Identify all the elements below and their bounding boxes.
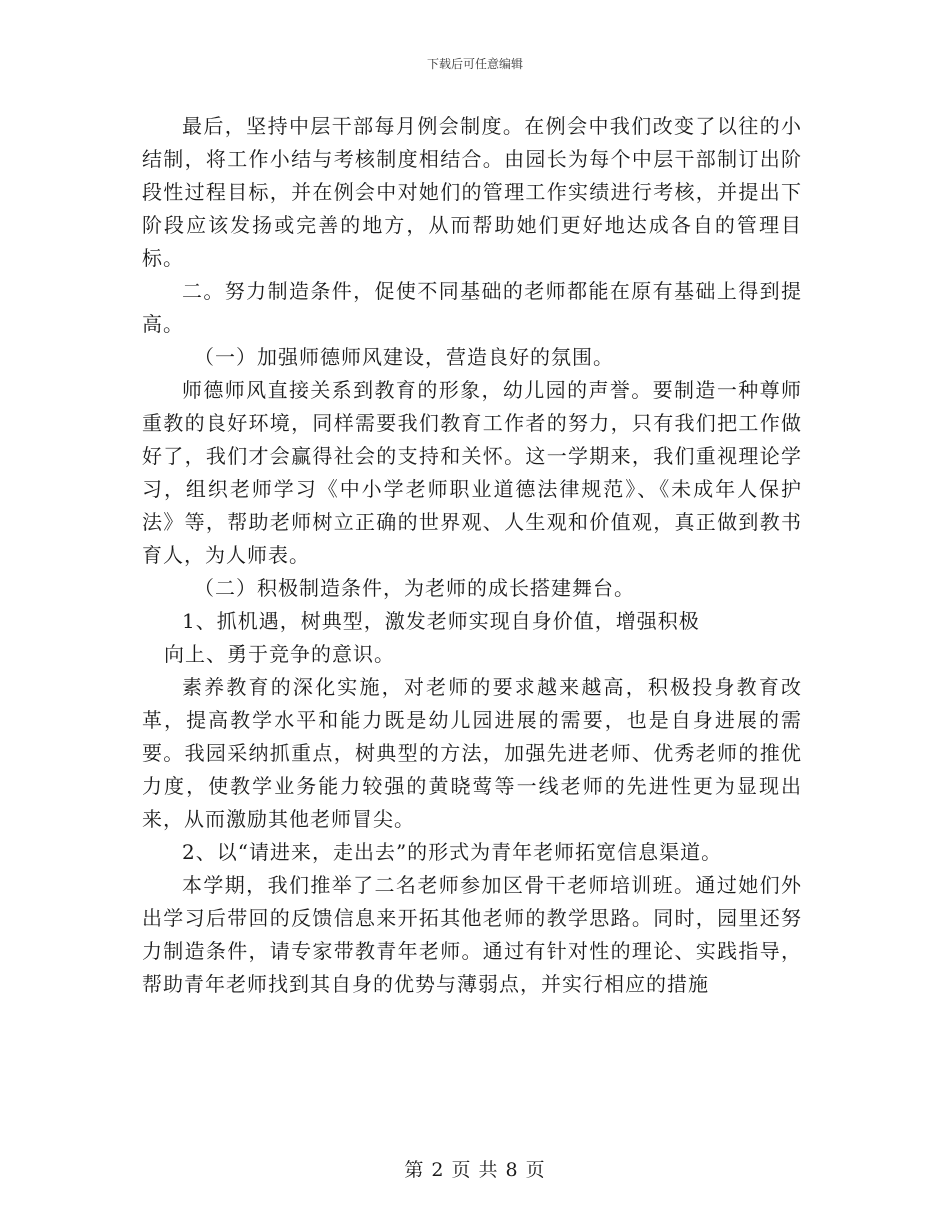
section-heading-two: 二。努力制造条件，促使不同基础的老师都能在原有基础上得到提高。 — [142, 279, 802, 336]
paragraph-ethics: 师德师风直接关系到教育的形象，幼儿园的声誉。要制造一种尊师重教的良好环境，同样需要我们教育工作者的努力，只有我们把工作做好了，我们才会赢得社会的支持和关怀。这一学期来，我们重视理论学习，组织老师学习《中小学老师职业道德法律规范》、《未成年人保护法》等，帮助老师树立正确的世界观、人生观和价值观，真正做到教书育人，为人师表。 — [142, 378, 802, 567]
document-body — [142, 110, 802, 1001]
paragraph-training: 本学期，我们推举了二名老师参加区骨干老师培训班。通过她们外出学习后带回的反馈信息来开拓其他老师的教学思路。同时，园里还努力制造条件，请专家带教青年老师。通过有针对性的理论、实践指导，帮助青年老师找到其自身的优势与薄弱点，并实行相应的措施 — [142, 873, 802, 996]
page-number: 第 2 页 共 8 页 — [404, 1159, 546, 1181]
paragraph-meetings: 最后，坚持中层干部每月例会制度。在例会中我们改变了以往的小结制，将工作小结与考核制度相结合。由园长为每个中层干部制订出阶段性过程目标，并在例会中对她们的管理工作实绩进行考核，并提出下阶段应该发扬或完善的地方，从而帮助她们更好地达成各自的管理目标。 — [142, 114, 802, 270]
item-one-line1: 1、抓机遇，树典型，激发老师实现自身价值，增强积极 — [182, 609, 700, 633]
subheading-conditions: （二）积极制造条件，为老师的成长搭建舞台。 — [194, 576, 635, 600]
header-note: 下载后可任意编辑 — [426, 57, 523, 71]
paragraph-quality-education: 素养教育的深化实施，对老师的要求越来越高，积极投身教育改革，提高教学水平和能力既是幼儿园进展的需要，也是自身进展的需要。我园采纳抓重点，树典型的方法，加强先进老师、优秀老师的推优力度，使教学业务能力较强的黄晓莺等一线老师的先进性更为显现出来，从而激励其他老师冒尖。 — [142, 675, 802, 831]
subheading-ethics: （一）加强师德师风建设，营造良好的氛围。 — [194, 345, 614, 369]
item-two: 2、以“请进来，走出去”的形式为青年老师拓宽信息渠道。 — [182, 840, 723, 864]
item-one-line2: 向上、勇于竞争的意识。 — [164, 642, 395, 666]
